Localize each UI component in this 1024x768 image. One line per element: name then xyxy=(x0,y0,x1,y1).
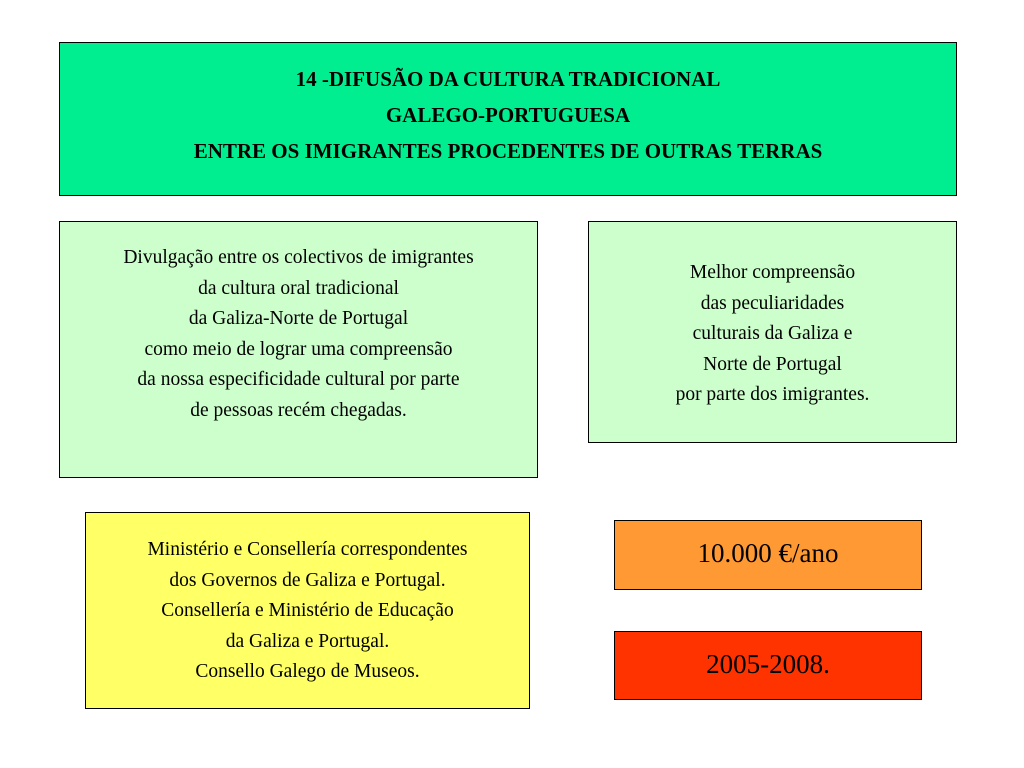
objective-line-1: Divulgação entre os colectivos de imigrantes xyxy=(123,247,474,268)
objective-box xyxy=(59,221,538,478)
objective-line-4: como meio de lograr uma compreensão xyxy=(144,338,453,360)
objective-line-2: da cultura oral tradicional xyxy=(198,277,399,299)
outcome-line-4: Norte de Portugal xyxy=(703,353,842,375)
title-line-3: ENTRE OS IMIGRANTES PROCEDENTES DE OUTRAS TERRAS xyxy=(193,139,823,163)
outcome-line-3: culturais da Galiza e xyxy=(692,323,853,344)
objective-line-5: da nossa especificidade cultural por parte xyxy=(137,369,460,390)
outcome-line-5: por parte dos imigrantes. xyxy=(675,384,870,405)
title-line-1: 14 -DIFUSÃO DA CULTURA TRADICIONAL xyxy=(295,67,721,91)
title-box xyxy=(59,42,957,196)
period-box xyxy=(614,631,922,700)
budget-box xyxy=(614,520,922,590)
outcome-line-1: Melhor compreensão xyxy=(689,262,856,283)
objective-line-3: da Galiza-Norte de Portugal xyxy=(188,308,409,329)
institutions-line-3: Consellería e Ministério de Educação xyxy=(161,600,454,621)
institutions-box xyxy=(85,512,530,709)
title-line-2: GALEGO-PORTUGUESA xyxy=(385,103,631,127)
objective-line-6: de pessoas recém chegadas. xyxy=(190,399,407,421)
institutions-line-4: da Galiza e Portugal. xyxy=(225,630,390,652)
outcome-line-2: das peculiaridades xyxy=(700,292,845,314)
institutions-line-5: Consello Galego de Museos. xyxy=(195,661,420,682)
institutions-line-1: Ministério e Consellería correspondentes xyxy=(147,539,468,560)
outcome-box xyxy=(588,221,957,443)
budget-amount: 10.000 €/ano xyxy=(697,538,839,568)
period-years: 2005-2008. xyxy=(706,648,830,679)
institutions-line-2: dos Governos de Galiza e Portugal. xyxy=(169,569,446,591)
